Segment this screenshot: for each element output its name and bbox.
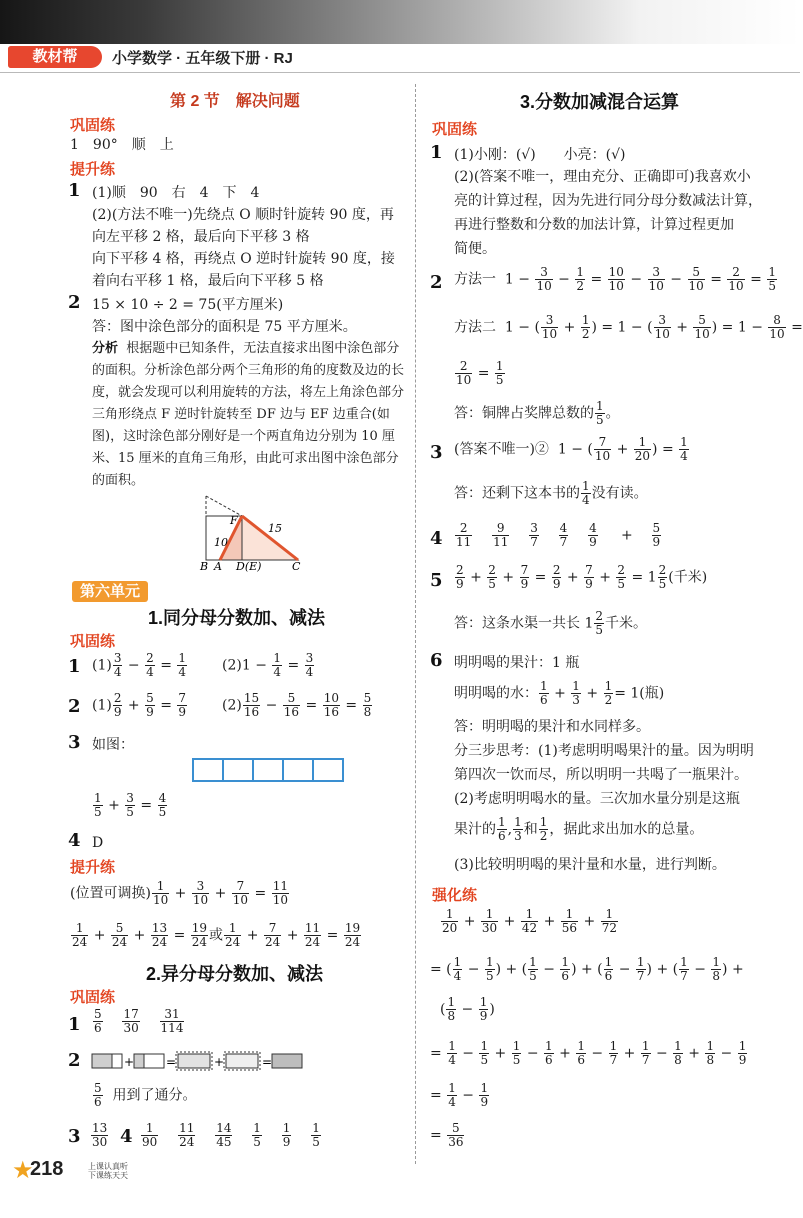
question-number: 2 (68, 1050, 81, 1071)
analysis-text: 根据题中已知条件，无法直接求出图中涂色部分的面积。分析涂色部分两个三角形的角的度数及边的长度，就会发现可以利用旋转的方法，将左上角涂色部分三角形绕点 F 逆时针旋转至 DF 边与 EF 边重合(如图)，这时涂色部分刚好是一个两直角边分别为 10 厘米、15 厘米的直角三角形，由此可求出图中涂色部分的面积。 (92, 341, 405, 488)
question-number: 1 (430, 142, 443, 163)
rotation-figure (192, 490, 312, 572)
tag-qianghua: 强化练 (432, 887, 478, 904)
fig-label-DE: D(E) (236, 560, 262, 573)
math-line: 方法二 1 − ( $\frac{3}{10}$ + $\frac{1}{2}$ ) = 1 − ( $\frac{3}{10}$ + $\frac{5}{10}$ ) = 1 − $\frac{8}{10}$ = (454, 313, 803, 341)
tag-gonggu-1: 巩固练 (70, 117, 116, 134)
header-gradient (0, 0, 800, 44)
math-line: $\frac{13}{30}$ (92, 1121, 108, 1149)
tag-gonggu-3: 巩固练 (70, 989, 116, 1006)
answer-line: 向左平移 2 格，最后向下平移 3 格 (92, 229, 310, 245)
math-line: (位置可调换) $\frac{1}{10}$ + $\frac{3}{10}$ + $\frac{7}{10}$ = $\frac{11}{10}$ (70, 879, 288, 907)
question-number: 1 (68, 656, 81, 677)
tag-gonggu-2: 巩固练 (70, 633, 116, 650)
question-number: 3 (68, 732, 81, 753)
tag-tisheng-2: 提升练 (70, 859, 116, 876)
analysis-block (92, 338, 410, 492)
question-number: 2 (68, 696, 81, 717)
math-line: (1) $\frac{2}{9}$ + $\frac{5}{9}$ = $\frac{7}{9}$ (92, 691, 187, 719)
answer-line: (1)小刚：(√) 小亮：(√) (454, 147, 626, 163)
star-icon: ★ (12, 1156, 34, 1184)
page-slogan: 上课认真听 下课练天天 (88, 1162, 128, 1180)
math-line: = $\frac{1}{4}$ − $\frac{1}{5}$ + $\frac{1}{5}$ − $\frac{1}{6}$ + $\frac{1}{6}$ − $\frac{1}{7}$ + $\frac{1}{7}$ − $\frac{1}{8}$ + $\frac{1}{8}$ − $\frac{1}{9}$ (430, 1039, 747, 1067)
math-line: = ( $\frac{1}{4}$ − $\frac{1}{5}$ ) + ( $\frac{1}{5}$ − $\frac{1}{6}$ ) + ( $\frac{1}{6}$ − $\frac{1}{7}$ ) + ( $\frac{1}{7}$ − $\frac{1}{8}$ ) + (430, 955, 744, 983)
fig-side-10: 10 (214, 536, 228, 549)
math-line: = $\frac{5}{36}$ (430, 1121, 464, 1149)
svg-text:=: = (166, 1055, 177, 1069)
answer-line: 再进行整数和分数的加法计算，计算过程更加 (454, 217, 734, 233)
answer-line: 着向右平移 1 格，最后向下平移 5 格 (92, 273, 324, 289)
answer-line: 如图： (92, 737, 134, 753)
math-line: 明明喝的水： $\frac{1}{6}$ + $\frac{1}{3}$ + $\frac{1}{2}$ = 1(瓶) (454, 679, 665, 707)
fig-label-A: A (214, 560, 222, 573)
fig-side-15: 15 (268, 522, 282, 535)
tag-tisheng-1: 提升练 (70, 161, 116, 178)
tag-gonggu-r: 巩固练 (432, 121, 478, 138)
question-number: 5 (430, 570, 443, 591)
question-number: 6 (430, 650, 443, 671)
answer-line: 1 90° 顺 上 (70, 137, 174, 153)
math-line: (2)1 − $\frac{1}{4}$ = $\frac{3}{4}$ (222, 651, 314, 679)
math-line: $\frac{1}{90}$ $\frac{11}{24}$ $\frac{14}{45}$ $\frac{1}{5}$ $\frac{1}{9}$ $\frac{1}{5}$ (142, 1121, 320, 1149)
math-line: (答案不唯一)② 1 − ( $\frac{7}{10}$ + $\frac{1}{20}$ ) = $\frac{1}{4}$ (454, 435, 688, 463)
svg-text:+: + (124, 1055, 135, 1069)
svg-text:+: + (214, 1055, 225, 1069)
unit-badge: 第六单元 (72, 581, 148, 602)
section-title: 第 2 节 解决问题 (170, 93, 300, 110)
question-number: 2 (430, 272, 443, 293)
question-number: 1 (68, 180, 81, 201)
tongfen-note: 用到了通分。 (112, 1087, 197, 1104)
math-line: 答：还剩下这本书的 $\frac{1}{4}$ 没有读。 (454, 479, 648, 507)
math-line: 答：这条水渠一共长 1 $\frac{2}{5}$ 千米。 (454, 609, 647, 637)
fig-label-F: F (230, 514, 238, 527)
answer-line: (2)(答案不唯一，理由充分、正确即可)我喜欢小 (454, 169, 751, 185)
area-model-figure (90, 1050, 304, 1072)
answer-line: 15 × 10 ÷ 2 = 75(平方厘米) (92, 297, 284, 313)
unit-badge-wrap (72, 580, 148, 601)
swap-note: (位置可调换) (70, 885, 151, 902)
analysis-line: (2)考虑明明喝水的量。三次加水量分别是这瓶 (454, 791, 740, 807)
answer-line: 答：明明喝的果汁和水同样多。 (454, 719, 650, 735)
math-line: 方法一 1 − $\frac{3}{10}$ − $\frac{1}{2}$ = $\frac{10}{10}$ − $\frac{3}{10}$ − $\frac{5}{10}$ = $\frac{2}{10}$ = $\frac{1}{5}$ (454, 265, 776, 293)
math-line: $\frac{1}{20}$ + $\frac{1}{30}$ + $\frac{1}{42}$ + $\frac{1}{56}$ + $\frac{1}{72}$ (442, 907, 617, 935)
math-line: = $\frac{1}{4}$ − $\frac{1}{9}$ (430, 1081, 489, 1109)
question-number: 4 (120, 1126, 133, 1147)
brand-logo: 教材帮 (8, 46, 102, 68)
analysis-label: 分析 (92, 341, 119, 356)
answer-line: (1)顺 90 右 4 下 4 (92, 185, 260, 201)
math-line: $\frac{2}{9}$ + $\frac{2}{5}$ + $\frac{7}{9}$ = $\frac{2}{9}$ + $\frac{7}{9}$ + $\frac{2}{5}$ = 1 $\frac{2}{5}$ (千米) (456, 563, 708, 591)
question-number: 1 (68, 1014, 81, 1035)
answer-line: 简便。 (454, 241, 496, 257)
question-number: 3 (68, 1126, 81, 1147)
answer-line: (2)(方法不唯一)先绕点 O 顺时针旋转 90 度，再 (92, 207, 394, 223)
svg-text:=: = (262, 1055, 273, 1069)
math-line: 果汁的 $\frac{1}{6}$ , $\frac{1}{3}$ 和 $\frac{1}{2}$ ，据此求出加水的总量。 (454, 815, 704, 843)
page-number: 218 (30, 1158, 64, 1180)
analysis-line: (3)比较明明喝的果汁量和水量，进行判断。 (454, 857, 726, 873)
math-line: $\frac{5}{6}$ 用到了通分。 (94, 1081, 197, 1109)
math-line: (1) $\frac{3}{4}$ − $\frac{2}{4}$ = $\frac{1}{4}$ (92, 651, 187, 679)
fig-label-C: C (292, 560, 301, 573)
fig-label-B: B (200, 560, 209, 573)
page-header (0, 0, 800, 72)
breadcrumb: 小学数学 · 五年级下册 · RJ (112, 50, 293, 67)
math-line: $\frac{5}{6}$ $\frac{17}{30}$ $\frac{31}{114}$ (94, 1007, 184, 1035)
analysis-line: 分三步思考：(1)考虑明明喝果汁的量。因为明明 (454, 743, 754, 759)
question-number: 4 (430, 528, 443, 549)
fraction-grid (192, 758, 342, 786)
answer-line: D (92, 835, 104, 851)
math-line: $\frac{2}{10}$ = $\frac{1}{5}$ (456, 359, 504, 387)
column-divider (415, 84, 416, 1164)
answer-line: 亮的计算过程，因为先进行同分母分数减法计算， (454, 193, 762, 209)
math-line: ( $\frac{1}{8}$ − $\frac{1}{9}$ ) (440, 995, 495, 1023)
math-line: (2) $\frac{15}{16}$ − $\frac{5}{16}$ = $\frac{10}{16}$ = $\frac{5}{8}$ (222, 691, 372, 719)
right-title: 3.分数加减混合运算 (520, 92, 680, 112)
question-number: 2 (68, 292, 81, 313)
or-word: 或 (209, 927, 224, 944)
unit-title-1: 1.同分母分数加、减法 (148, 608, 326, 628)
math-line: $\frac{2}{11}$ $\frac{9}{11}$ $\frac{3}{7}$ $\frac{4}{7}$ $\frac{4}{9}$ + $\frac{5}{9}$ (456, 521, 661, 549)
math-line: 答：铜牌占奖牌总数的 $\frac{1}{5}$ 。 (454, 399, 620, 427)
answer-line: 向下平移 4 格，再绕点 O 逆时针旋转 90 度，接 (92, 251, 395, 267)
analysis-line: 第四次一饮而尽，所以明明一共喝了一瓶果汁。 (454, 767, 748, 783)
unit-title-2: 2.异分母分数加、减法 (146, 964, 324, 984)
answer-line: 答：图中涂色部分的面积是 75 平方厘米。 (92, 319, 357, 335)
answer-line: 明明喝的果汁：1 瓶 (454, 655, 580, 671)
math-line: $\frac{1}{24}$ + $\frac{5}{24}$ + $\frac{13}{24}$ = $\frac{19}{24}$ 或 $\frac{1}{24}$ + $\frac{7}{24}$ + $\frac{11}{24}$ = $\frac{19}{24}$ (72, 921, 361, 949)
question-number: 3 (430, 442, 443, 463)
question-number: 4 (68, 830, 81, 851)
math-line: $\frac{1}{5}$ + $\frac{3}{5}$ = $\frac{4}{5}$ (94, 791, 167, 819)
